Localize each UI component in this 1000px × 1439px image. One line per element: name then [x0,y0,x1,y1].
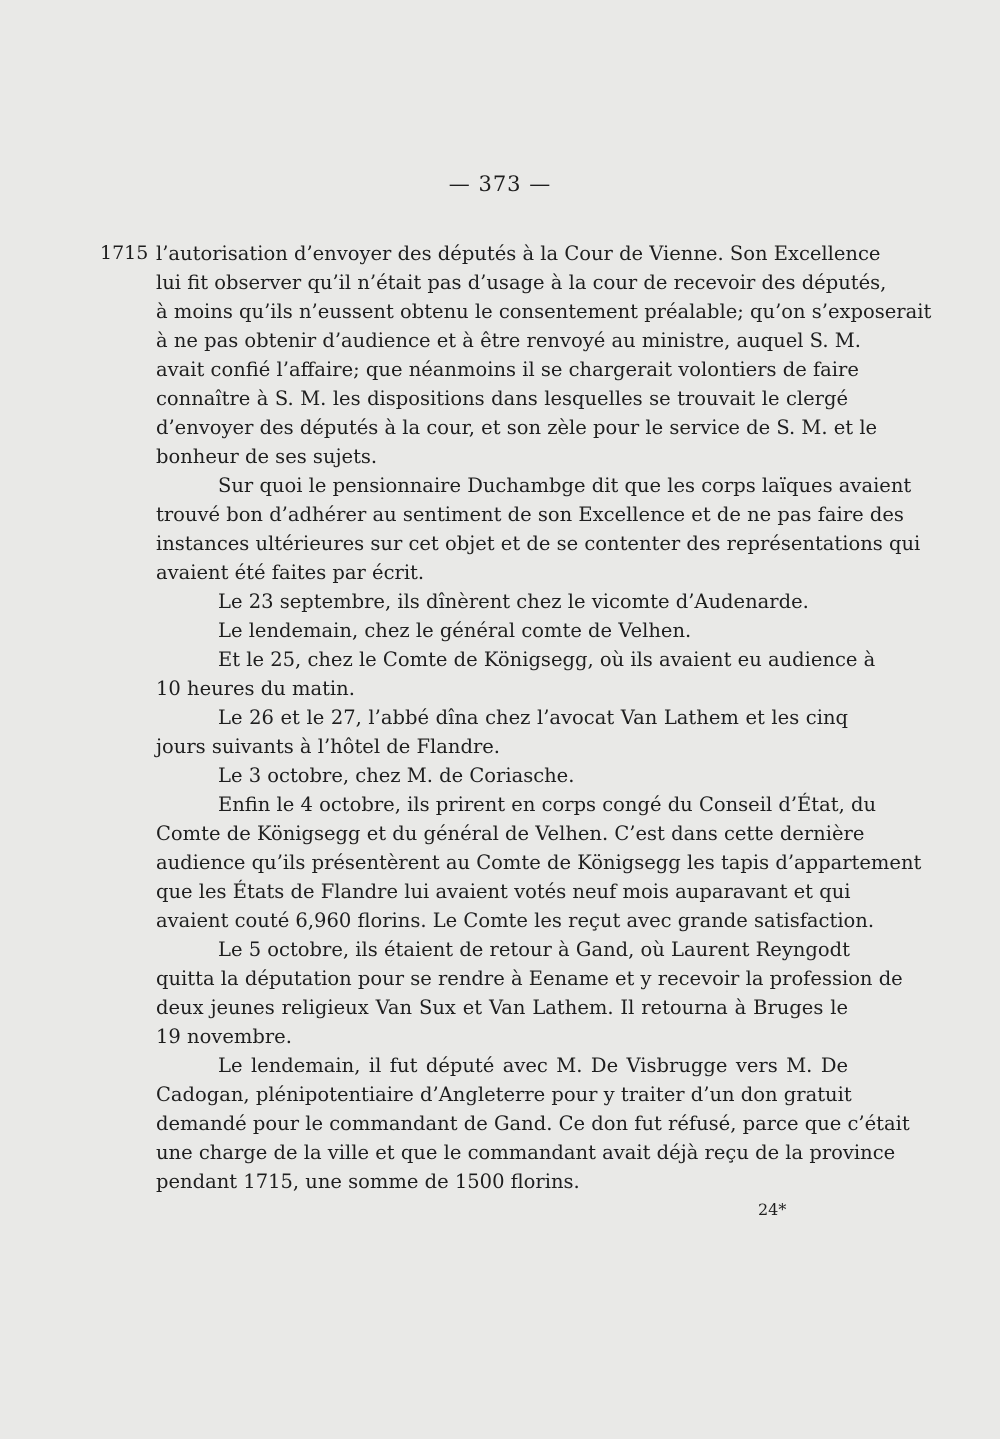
text-line: une charge de la ville et que le commandant avait déjà reçu de la province [156,1141,896,1164]
text-line: jours suivants à l’hôtel de Flandre. [156,735,501,758]
text-line: Enfin le 4 octobre, ils prirent en corps congé du Conseil d’État, du [218,793,877,816]
text-line: 19 novembre. [156,1025,292,1048]
text-line: à ne pas obtenir d’audience et à être renvoyé au ministre, auquel S. M. [156,329,861,352]
body-text [156,239,932,1196]
text-line: Le 26 et le 27, l’abbé dîna chez l’avocat Van Lathem et les cinq [218,706,848,729]
text-line: d’envoyer des députés à la cour, et son zèle pour le service de S. M. et le [156,416,878,439]
text-line: Cadogan, plénipotentiaire d’Angleterre pour y traiter d’un don gratuit [156,1083,852,1106]
text-line: avait confié l’affaire; que néanmoins il se chargerait volontiers de faire [156,358,859,381]
text-line: connaître à S. M. les dispositions dans lesquelles se trouvait le clergé [156,387,848,410]
text-line: trouvé bon d’adhérer au sentiment de son Excellence et de ne pas faire des [156,503,904,526]
page-number: — 373 — [448,172,552,196]
text-line: Le 3 octobre, chez M. de Coriasche. [218,764,575,787]
text-line: pendant 1715, une somme de 1500 florins. [156,1170,580,1193]
text-line: Sur quoi le pensionnaire Duchambge dit que les corps laïques avaient [218,474,912,497]
text-line: lui fit observer qu’il n’était pas d’usage à la cour de recevoir des députés, [156,271,887,294]
text-line: que les États de Flandre lui avaient votés neuf mois auparavant et qui [156,880,851,903]
text-line: audience qu’ils présentèrent au Comte de Königsegg les tapis d’appartement [156,851,922,874]
text-line: l’autorisation d’envoyer des députés à la Cour de Vienne. Son Excellence [156,242,881,265]
text-line: deux jeunes religieux Van Sux et Van Lathem. Il retourna à Bruges le [156,996,848,1019]
text-line: Le lendemain, il fut député avec M. De Visbrugge vers M. De [218,1054,848,1077]
text-line: demandé pour le commandant de Gand. Ce don fut réfusé, parce que c’était [156,1112,910,1135]
text-line: instances ultérieures sur cet objet et de se contenter des représentations qui [156,532,921,555]
text-line: Le 5 octobre, ils étaient de retour à Gand, où Laurent Reyngodt [218,938,850,961]
margin-year: 1715 [100,242,149,264]
text-line: Le lendemain, chez le général comte de Velhen. [218,619,692,642]
text-line: Le 23 septembre, ils dînèrent chez le vicomte d’Audenarde. [218,590,809,613]
text-line: bonheur de ses sujets. [156,445,378,468]
text-line: 10 heures du matin. [156,677,355,700]
text-line: à moins qu’ils n’eussent obtenu le consentement préalable; qu’on s’exposerait [156,300,932,323]
text-line: avaient couté 6,960 florins. Le Comte les reçut avec grande satisfaction. [156,909,875,932]
text-line: quitta la députation pour se rendre à Eename et y recevoir la profession de [156,967,903,990]
signature-mark: 24* [758,1200,787,1219]
text-line: avaient été faites par écrit. [156,561,425,584]
text-line: Et le 25, chez le Comte de Königsegg, où ils avaient eu audience à [218,648,876,671]
text-line: Comte de Königsegg et du général de Velhen. C’est dans cette dernière [156,822,865,845]
